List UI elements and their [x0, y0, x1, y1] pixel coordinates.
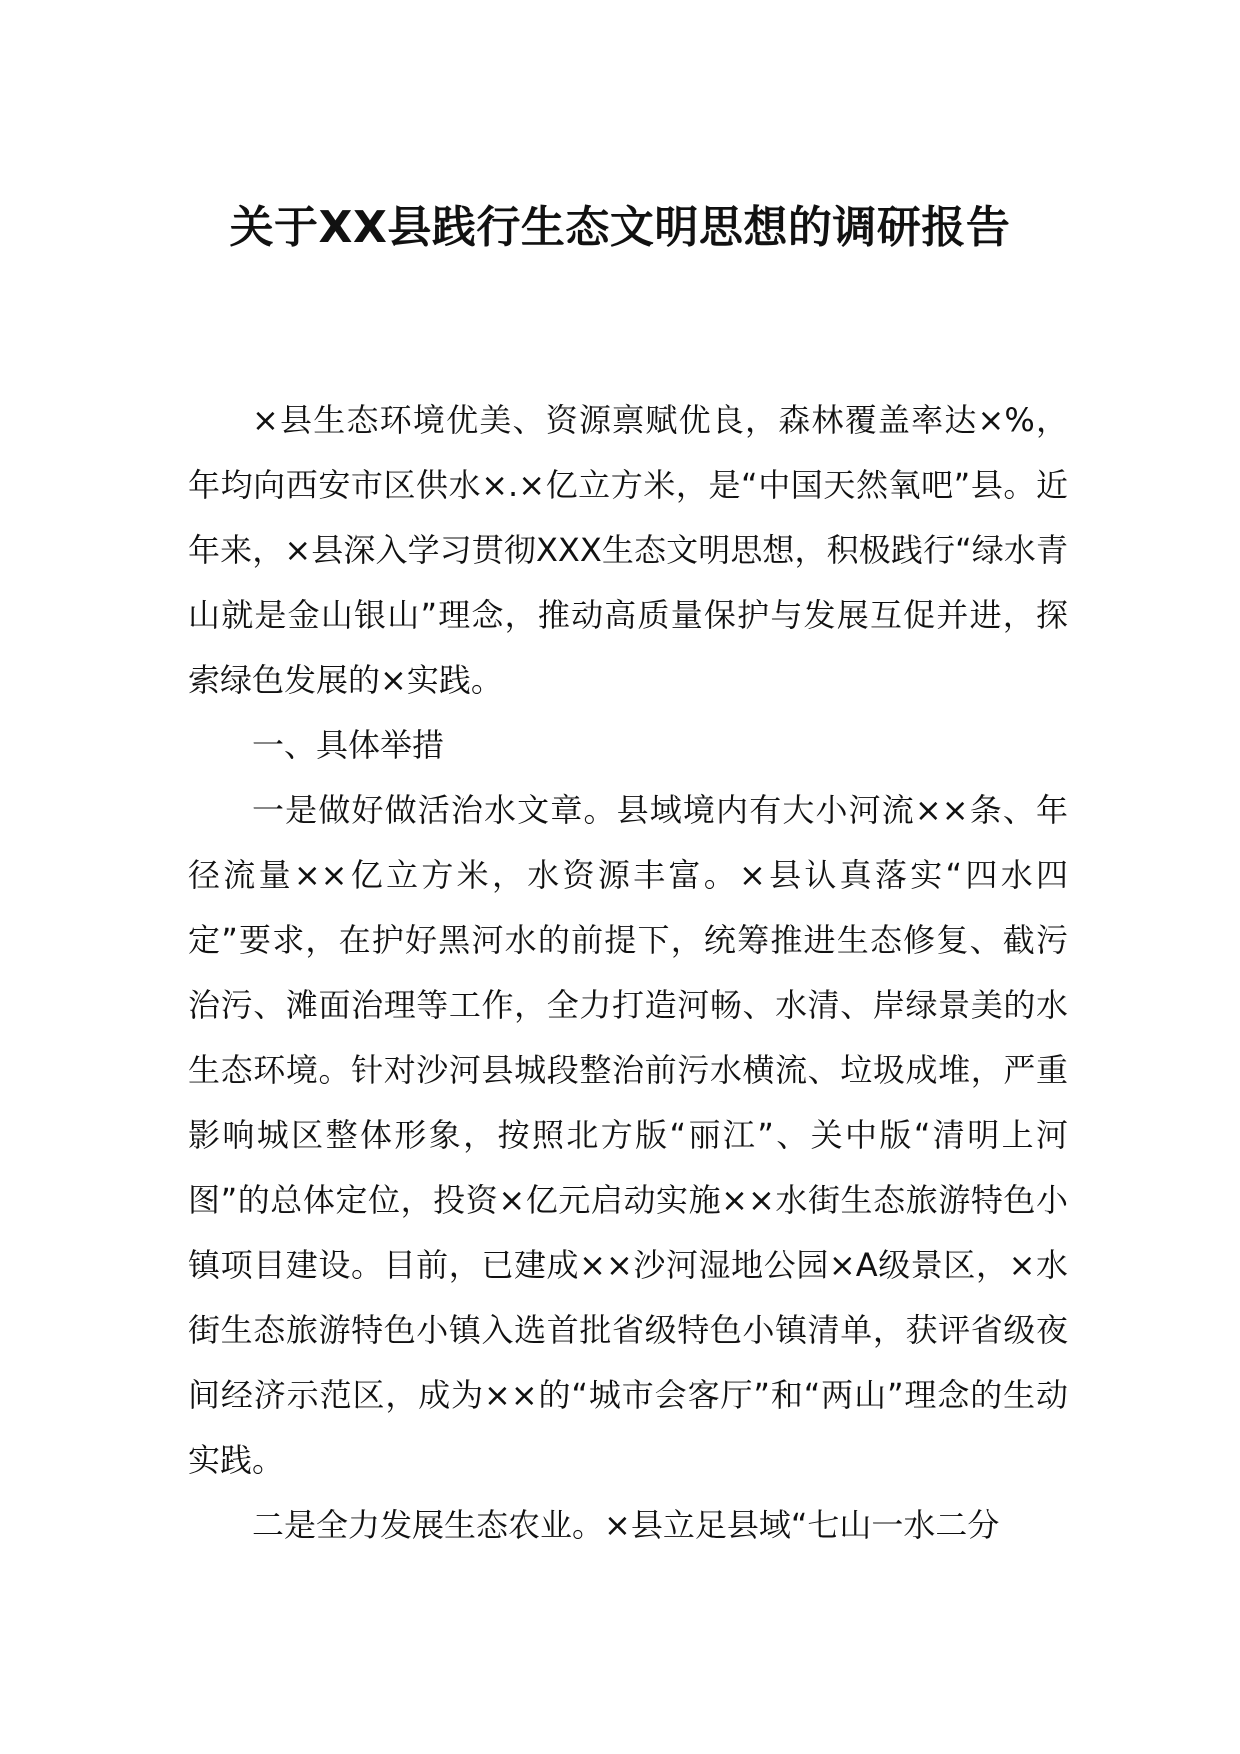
paragraph-intro: ×县生态环境优美、资源禀赋优良，森林覆盖率达×%，年均向西安市区供水×.×亿立方米，是“中国天然氧吧”县。近年来，×县深入学习贯彻XXX生态文明思想，积极践行“绿水青山就是金山银山”理念，推动高质量保护与发展互促并进，探索绿色发展的×实践。: [188, 401, 1068, 699]
paragraph-eco-agriculture: 二是全力发展生态农业。×县立足县域“七山一水二分: [252, 1506, 1000, 1544]
paragraph-water-governance: 一是做好做活治水文章。县域境内有大小河流××条、年径流量××亿立方米，水资源丰富。×县认真落实“四水四定”要求，在护好黑河水的前提下，统筹推进生态修复、截污治污、滩面治理等工作，全力打造河畅、水清、岸绿景美的水生态环境。针对沙河县城段整治前污水横流、垃圾成堆，严重影响城区整体形象，按照北方版“丽江”、关中版“清明上河图”的总体定位，投资×亿元启动实施××水街生态旅游特色小镇项目建设。目前，已建成××沙河湿地公园×A级景区，×水街生态旅游特色小镇入选首批省级特色小镇清单，获评省级夜间经济示范区，成为××的“城市会客厅”和“两山”理念的生动实践。: [188, 791, 1068, 1479]
section-heading-measures: 一、具体举措: [252, 726, 445, 764]
document-title: 关于XX县践行生态文明思想的调研报告: [229, 202, 1011, 253]
document-body: [188, 388, 1068, 1558]
